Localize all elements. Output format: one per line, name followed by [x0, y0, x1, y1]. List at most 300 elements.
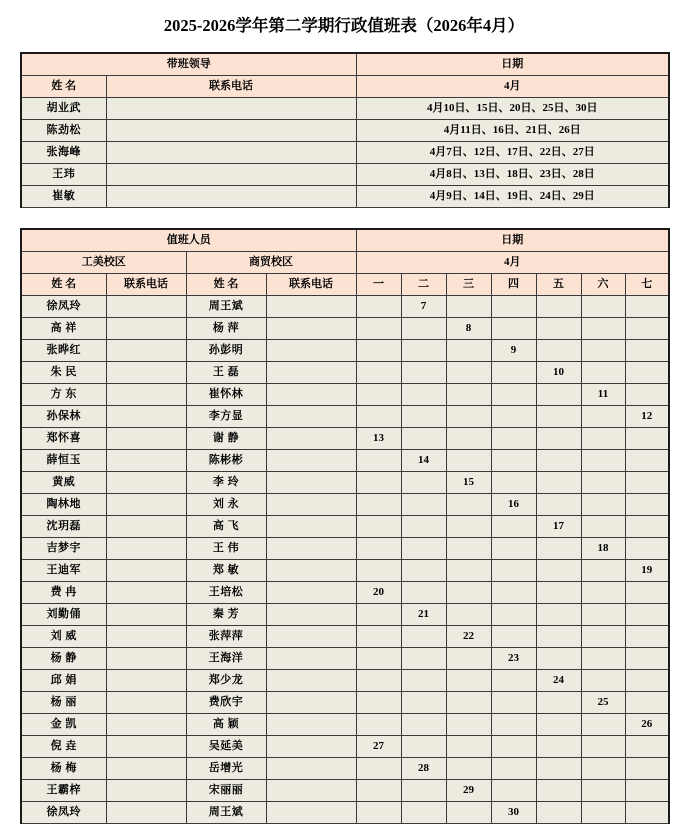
duty-day-cell-7	[625, 427, 669, 449]
duty-day-cell-3	[446, 647, 491, 669]
leader-table-body	[21, 53, 669, 98]
staff-phone-campus-b	[266, 647, 356, 669]
duty-day-cell-7	[625, 647, 669, 669]
duty-day-cell-1	[356, 691, 401, 713]
leader-name: 崔敏	[21, 185, 106, 207]
duty-day-cell-2	[401, 625, 446, 647]
staff-name-campus-b: 秦 芳	[186, 603, 266, 625]
duty-day-cell-5	[536, 427, 581, 449]
staff-name-campus-a: 张晔红	[21, 339, 106, 361]
duty-day-cell-2	[401, 515, 446, 537]
staff-phone-campus-a	[106, 427, 186, 449]
header-weekday-1: 一	[356, 273, 401, 295]
duty-day-cell-3: 8	[446, 317, 491, 339]
duty-day-cell-5	[536, 603, 581, 625]
header-leader-name: 姓 名	[21, 75, 106, 97]
duty-day-cell-3	[446, 449, 491, 471]
staff-name-campus-a: 郑怀喜	[21, 427, 106, 449]
duty-day-cell-2	[401, 735, 446, 757]
duty-day-cell-5	[536, 295, 581, 317]
duty-day-cell-4	[491, 581, 536, 603]
header-weekday-7: 七	[625, 273, 669, 295]
table-row	[21, 603, 669, 625]
duty-day-cell-6	[581, 471, 625, 493]
staff-name-campus-a: 杨 梅	[21, 757, 106, 779]
duty-day-cell-3	[446, 405, 491, 427]
duty-day-cell-7	[625, 317, 669, 339]
duty-day-cell-7: 26	[625, 713, 669, 735]
duty-day-cell-3	[446, 427, 491, 449]
header-name-b: 姓 名	[186, 273, 266, 295]
duty-day-cell-4: 9	[491, 339, 536, 361]
duty-day-cell-2	[401, 647, 446, 669]
duty-day-cell-1	[356, 801, 401, 823]
table-row	[21, 339, 669, 361]
table-row	[21, 163, 669, 185]
duty-day-cell-3	[446, 581, 491, 603]
table-row	[21, 405, 669, 427]
duty-day-cell-6	[581, 757, 625, 779]
duty-day-cell-3	[446, 537, 491, 559]
duty-day-cell-1	[356, 405, 401, 427]
page-title: 2025-2026学年第二学期行政值班表（2026年4月）	[163, 16, 525, 35]
duty-day-cell-7	[625, 757, 669, 779]
duty-day-cell-5	[536, 691, 581, 713]
header-weekday-2: 二	[401, 273, 446, 295]
duty-day-cell-7	[625, 295, 669, 317]
duty-day-cell-5	[536, 493, 581, 515]
staff-phone-campus-b	[266, 537, 356, 559]
leader-phone	[106, 141, 356, 163]
staff-name-campus-a: 方 东	[21, 383, 106, 405]
table-row	[21, 713, 669, 735]
duty-day-cell-4	[491, 383, 536, 405]
staff-phone-campus-a	[106, 669, 186, 691]
staff-phone-campus-a	[106, 515, 186, 537]
staff-phone-campus-a	[106, 339, 186, 361]
duty-day-cell-4	[491, 625, 536, 647]
staff-phone-campus-b	[266, 427, 356, 449]
duty-day-cell-3	[446, 691, 491, 713]
duty-day-cell-7	[625, 361, 669, 383]
header-name-a: 姓 名	[21, 273, 106, 295]
staff-phone-campus-b	[266, 515, 356, 537]
staff-name-campus-b: 王海洋	[186, 647, 266, 669]
duty-day-cell-1: 27	[356, 735, 401, 757]
duty-day-cell-4	[491, 295, 536, 317]
staff-phone-campus-a	[106, 537, 186, 559]
duty-day-cell-2	[401, 339, 446, 361]
table-row	[21, 427, 669, 449]
staff-name-campus-a: 费 冉	[21, 581, 106, 603]
staff-name-campus-a: 徐凤玲	[21, 801, 106, 823]
staff-phone-campus-b	[266, 361, 356, 383]
duty-day-cell-6	[581, 669, 625, 691]
duty-day-cell-1	[356, 515, 401, 537]
staff-name-campus-a: 王霸梓	[21, 779, 106, 801]
duty-day-cell-7	[625, 669, 669, 691]
leader-name: 陈劲松	[21, 119, 106, 141]
duty-day-cell-6	[581, 625, 625, 647]
staff-phone-campus-a	[106, 757, 186, 779]
duty-day-cell-4	[491, 735, 536, 757]
header-weekday-3: 三	[446, 273, 491, 295]
duty-day-cell-6: 25	[581, 691, 625, 713]
duty-day-cell-1	[356, 471, 401, 493]
table-row	[21, 119, 669, 141]
duty-day-cell-2	[401, 691, 446, 713]
staff-phone-campus-b	[266, 471, 356, 493]
table-row	[21, 185, 669, 207]
duty-day-cell-7	[625, 449, 669, 471]
staff-name-campus-b: 费欣宇	[186, 691, 266, 713]
duty-day-cell-4	[491, 757, 536, 779]
header-date-group: 日期	[356, 53, 669, 76]
staff-phone-campus-b	[266, 383, 356, 405]
duty-day-cell-4: 23	[491, 647, 536, 669]
duty-day-cell-2	[401, 559, 446, 581]
duty-day-cell-7	[625, 779, 669, 801]
duty-day-cell-4	[491, 427, 536, 449]
duty-day-cell-4	[491, 537, 536, 559]
table-row	[21, 317, 669, 339]
staff-phone-campus-b	[266, 669, 356, 691]
staff-name-campus-b: 张萍萍	[186, 625, 266, 647]
staff-name-campus-a: 陶林地	[21, 493, 106, 515]
staff-name-campus-a: 邱 娟	[21, 669, 106, 691]
duty-day-cell-1	[356, 713, 401, 735]
table-row	[21, 669, 669, 691]
duty-day-cell-2	[401, 427, 446, 449]
duty-day-cell-2: 21	[401, 603, 446, 625]
duty-day-cell-4	[491, 405, 536, 427]
duty-day-cell-7	[625, 537, 669, 559]
staff-name-campus-a: 刘 威	[21, 625, 106, 647]
duty-day-cell-2	[401, 471, 446, 493]
duty-day-cell-1	[356, 361, 401, 383]
duty-day-cell-2	[401, 405, 446, 427]
duty-day-cell-2	[401, 537, 446, 559]
table-row	[21, 141, 669, 163]
duty-day-cell-1	[356, 449, 401, 471]
duty-day-cell-3	[446, 339, 491, 361]
duty-day-cell-4	[491, 603, 536, 625]
staff-name-campus-a: 高 祥	[21, 317, 106, 339]
header-phone-a: 联系电话	[106, 273, 186, 295]
staff-name-campus-b: 周王斌	[186, 801, 266, 823]
header-weekday-6: 六	[581, 273, 625, 295]
staff-name-campus-a: 薛恒玉	[21, 449, 106, 471]
table-row	[21, 515, 669, 537]
duty-day-cell-3	[446, 801, 491, 823]
leader-phone	[106, 185, 356, 207]
duty-day-cell-5: 24	[536, 669, 581, 691]
staff-name-campus-b: 周王斌	[186, 295, 266, 317]
duty-day-cell-3	[446, 669, 491, 691]
duty-day-cell-2	[401, 317, 446, 339]
duty-day-cell-3: 22	[446, 625, 491, 647]
staff-name-campus-a: 徐凤玲	[21, 295, 106, 317]
staff-name-campus-b: 杨 萍	[186, 317, 266, 339]
staff-name-campus-b: 李方显	[186, 405, 266, 427]
staff-phone-campus-a	[106, 735, 186, 757]
staff-phone-campus-a	[106, 581, 186, 603]
staff-name-campus-b: 岳增光	[186, 757, 266, 779]
duty-day-cell-1	[356, 537, 401, 559]
duty-day-cell-5	[536, 713, 581, 735]
duty-group-header-row	[21, 229, 669, 252]
header-weekday-5: 五	[536, 273, 581, 295]
staff-name-campus-b: 高 飞	[186, 515, 266, 537]
duty-day-cell-7	[625, 581, 669, 603]
staff-name-campus-b: 谢 静	[186, 427, 266, 449]
leader-dates: 4月8日、13日、18日、23日、28日	[356, 163, 669, 185]
duty-day-cell-7	[625, 339, 669, 361]
header-weekday-4: 四	[491, 273, 536, 295]
leader-phone	[106, 119, 356, 141]
duty-day-cell-3	[446, 757, 491, 779]
staff-phone-campus-b	[266, 581, 356, 603]
staff-phone-campus-a	[106, 647, 186, 669]
staff-phone-campus-b	[266, 713, 356, 735]
duty-column-header-row	[21, 273, 669, 295]
duty-day-cell-5	[536, 383, 581, 405]
duty-day-cell-6	[581, 735, 625, 757]
duty-day-cell-3: 29	[446, 779, 491, 801]
duty-day-cell-7	[625, 691, 669, 713]
staff-phone-campus-b	[266, 449, 356, 471]
table-row	[21, 581, 669, 603]
duty-day-cell-6	[581, 317, 625, 339]
duty-day-cell-4	[491, 713, 536, 735]
duty-day-cell-7	[625, 603, 669, 625]
staff-name-campus-b: 郑 敏	[186, 559, 266, 581]
duty-day-cell-3	[446, 559, 491, 581]
table-row	[21, 383, 669, 405]
duty-day-cell-4	[491, 449, 536, 471]
table-row	[21, 691, 669, 713]
table-row	[21, 647, 669, 669]
leader-group-header-row	[21, 53, 669, 76]
staff-phone-campus-a	[106, 317, 186, 339]
duty-day-cell-2	[401, 713, 446, 735]
duty-day-cell-6: 11	[581, 383, 625, 405]
duty-day-cell-1	[356, 625, 401, 647]
duty-day-cell-7	[625, 383, 669, 405]
duty-day-cell-5	[536, 581, 581, 603]
staff-phone-campus-b	[266, 493, 356, 515]
duty-day-cell-1	[356, 647, 401, 669]
staff-phone-campus-a	[106, 559, 186, 581]
staff-phone-campus-b	[266, 339, 356, 361]
duty-day-cell-6	[581, 647, 625, 669]
duty-day-cell-1: 13	[356, 427, 401, 449]
duty-day-cell-1	[356, 559, 401, 581]
duty-day-cell-3	[446, 603, 491, 625]
duty-day-cell-3	[446, 735, 491, 757]
staff-phone-campus-a	[106, 713, 186, 735]
header-campus-a: 工美校区	[21, 251, 186, 273]
duty-day-cell-5	[536, 405, 581, 427]
staff-phone-campus-b	[266, 317, 356, 339]
duty-day-cell-6	[581, 493, 625, 515]
leader-name: 王玮	[21, 163, 106, 185]
duty-day-cell-6	[581, 515, 625, 537]
duty-day-cell-7	[625, 493, 669, 515]
duty-day-cell-2	[401, 493, 446, 515]
duty-campus-header-row	[21, 251, 669, 273]
duty-day-cell-5	[536, 625, 581, 647]
leader-sub-header-row	[21, 75, 669, 97]
staff-phone-campus-b	[266, 603, 356, 625]
duty-day-cell-6	[581, 713, 625, 735]
duty-table-wrapper	[0, 228, 688, 824]
staff-phone-campus-b	[266, 735, 356, 757]
leader-name: 张海峰	[21, 141, 106, 163]
duty-day-cell-5	[536, 339, 581, 361]
duty-day-cell-4	[491, 515, 536, 537]
staff-name-campus-a: 王迪军	[21, 559, 106, 581]
duty-day-cell-6	[581, 449, 625, 471]
leader-name: 胡业武	[21, 97, 106, 119]
duty-day-cell-5	[536, 735, 581, 757]
duty-day-cell-2: 14	[401, 449, 446, 471]
staff-name-campus-b: 吴延美	[186, 735, 266, 757]
duty-day-cell-3	[446, 383, 491, 405]
leader-phone	[106, 97, 356, 119]
duty-table-head	[21, 229, 669, 296]
table-row	[21, 97, 669, 119]
duty-day-cell-1	[356, 383, 401, 405]
duty-day-cell-6	[581, 559, 625, 581]
duty-day-cell-1	[356, 317, 401, 339]
staff-name-campus-b: 高 颖	[186, 713, 266, 735]
duty-day-cell-2	[401, 779, 446, 801]
duty-day-cell-7	[625, 625, 669, 647]
duty-day-cell-1	[356, 339, 401, 361]
staff-phone-campus-a	[106, 493, 186, 515]
duty-day-cell-4	[491, 361, 536, 383]
duty-day-cell-1	[356, 295, 401, 317]
staff-phone-campus-b	[266, 779, 356, 801]
staff-name-campus-b: 陈彬彬	[186, 449, 266, 471]
duty-day-cell-2	[401, 383, 446, 405]
staff-phone-campus-a	[106, 801, 186, 823]
leader-dates: 4月7日、12日、17日、22日、27日	[356, 141, 669, 163]
header-staff-group: 值班人员	[21, 229, 356, 252]
duty-day-cell-1	[356, 603, 401, 625]
duty-day-cell-2: 28	[401, 757, 446, 779]
duty-day-cell-5	[536, 471, 581, 493]
duty-day-cell-6	[581, 405, 625, 427]
duty-day-cell-3	[446, 361, 491, 383]
staff-name-campus-a: 黄威	[21, 471, 106, 493]
table-row	[21, 493, 669, 515]
duty-day-cell-2: 7	[401, 295, 446, 317]
table-row	[21, 471, 669, 493]
duty-day-cell-1	[356, 669, 401, 691]
table-row	[21, 537, 669, 559]
duty-day-cell-6	[581, 801, 625, 823]
table-row	[21, 295, 669, 317]
staff-phone-campus-a	[106, 779, 186, 801]
table-row	[21, 779, 669, 801]
duty-day-cell-4: 30	[491, 801, 536, 823]
table-row	[21, 625, 669, 647]
staff-name-campus-a: 倪 垚	[21, 735, 106, 757]
duty-day-cell-7	[625, 801, 669, 823]
staff-phone-campus-a	[106, 471, 186, 493]
staff-name-campus-b: 崔怀林	[186, 383, 266, 405]
duty-day-cell-5	[536, 801, 581, 823]
duty-day-cell-3: 15	[446, 471, 491, 493]
duty-day-cell-5	[536, 647, 581, 669]
duty-day-cell-6	[581, 361, 625, 383]
staff-name-campus-a: 吉梦宇	[21, 537, 106, 559]
staff-phone-campus-a	[106, 691, 186, 713]
duty-day-cell-5	[536, 449, 581, 471]
duty-day-cell-7	[625, 515, 669, 537]
staff-phone-campus-b	[266, 559, 356, 581]
staff-name-campus-b: 孙彭明	[186, 339, 266, 361]
duty-day-cell-6	[581, 295, 625, 317]
duty-day-cell-5	[536, 317, 581, 339]
duty-day-cell-6: 18	[581, 537, 625, 559]
table-row	[21, 735, 669, 757]
duty-day-cell-1	[356, 779, 401, 801]
table-row	[21, 801, 669, 823]
staff-name-campus-a: 朱 民	[21, 361, 106, 383]
duty-day-cell-5	[536, 559, 581, 581]
duty-day-cell-5	[536, 537, 581, 559]
duty-day-cell-7	[625, 471, 669, 493]
duty-day-cell-7: 19	[625, 559, 669, 581]
table-row	[21, 559, 669, 581]
duty-day-cell-1	[356, 757, 401, 779]
leader-dates: 4月10日、15日、20日、25日、30日	[356, 97, 669, 119]
duty-day-cell-2	[401, 669, 446, 691]
duty-day-cell-7: 12	[625, 405, 669, 427]
table-row	[21, 757, 669, 779]
duty-day-cell-4	[491, 779, 536, 801]
duty-day-cell-6	[581, 603, 625, 625]
staff-phone-campus-b	[266, 757, 356, 779]
duty-day-cell-4	[491, 559, 536, 581]
staff-phone-campus-a	[106, 361, 186, 383]
staff-name-campus-b: 王 伟	[186, 537, 266, 559]
staff-name-campus-a: 杨 丽	[21, 691, 106, 713]
duty-day-cell-1: 20	[356, 581, 401, 603]
duty-day-cell-2	[401, 801, 446, 823]
duty-day-cell-5	[536, 779, 581, 801]
duty-day-cell-3	[446, 493, 491, 515]
duty-day-cell-2	[401, 361, 446, 383]
staff-phone-campus-b	[266, 405, 356, 427]
duty-day-cell-6	[581, 339, 625, 361]
duty-day-cell-6	[581, 779, 625, 801]
leader-phone	[106, 163, 356, 185]
staff-name-campus-a: 金 凯	[21, 713, 106, 735]
duty-day-cell-3	[446, 295, 491, 317]
header-phone-b: 联系电话	[266, 273, 356, 295]
duty-day-cell-2	[401, 581, 446, 603]
staff-phone-campus-b	[266, 295, 356, 317]
header-leader-month: 4月	[356, 75, 669, 97]
leader-duty-table	[20, 52, 670, 208]
staff-phone-campus-a	[106, 449, 186, 471]
staff-phone-campus-b	[266, 801, 356, 823]
duty-data-rows	[21, 295, 669, 823]
